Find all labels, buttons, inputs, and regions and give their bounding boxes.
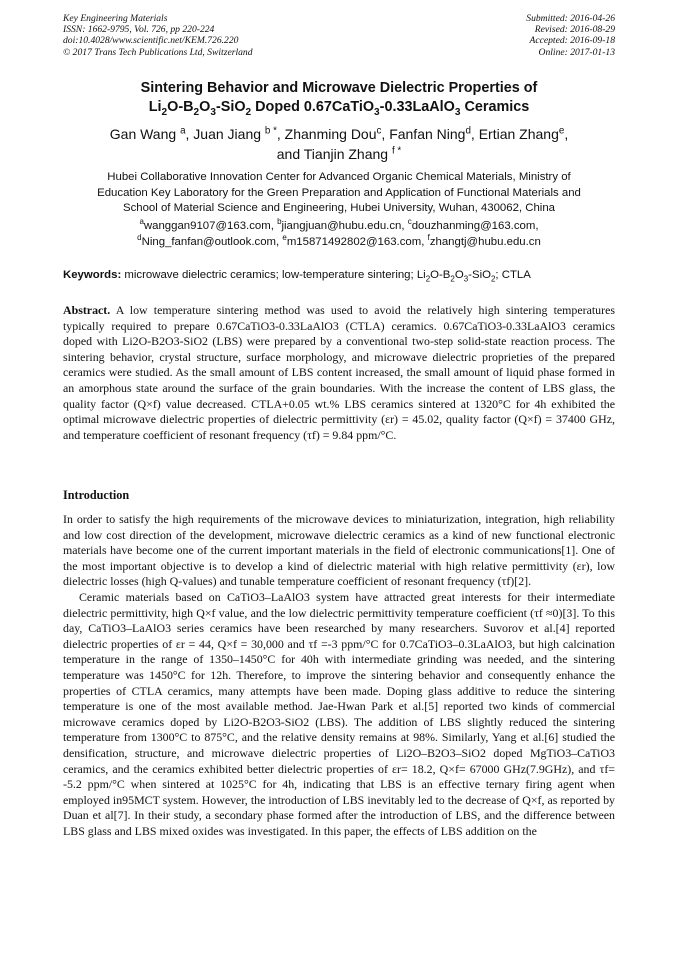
author-sep: , bbox=[276, 126, 285, 142]
title-part: Doped 0.67CaTiO bbox=[251, 99, 375, 115]
intro-paragraph-2: Ceramic materials based on CaTiO3–LaAlO3 system have attracted great interests for their intermediate dielectric permittivity, high Q×f value, and the low dielectric permittivity temperature coefficient (τf ≈0)[3]. To this day, CaTiO3–LaAlO3 series ceramics have been researched by many researchers. Suvorov et al.[4] reported dielectric properties of εr = 44, Q×f = 30,000 and τf =-3 ppm/°C for 0.7CaTiO3–0.3LaAlO3, but high calcination temperature in the range of 1350–1450°C for 40h with intermediate grinding was needed, and the sintering temperature was 1450°C for 12h. Therefore, to improve the sintering behavior and consequently enhance the properties of CTLA ceramics, many attempts have been made. Doping glass additive to reduce the sintering temperature is one of the most available method. Jae-Hwan Park et al.[5] reported two kinds of commercial microwave ceramics doped by Li2O-B2O3-SiO2 (LBS). The addition of LBS slightly reduced the sintering temperature from 1300°C to 875°C, and the relative density remains at 98%. Similarly, Yang et al.[6] studied the densification, structure, and microwave dielectric properties of Li2O–B2O3–SiO2 doped MgTiO3–CaTiO3 ceramics, and the ceramics exhibited better dielectric properties of εr= 18.2, Q×f= 67000 GHz(7.9GHz), and τf= -5.2 ppm/°C when sintered at 1025°C for 4h, indicating that LBS is an effective ternary firing agent when employed in95MCT system. However, the introduction of LBS inevitably led to the decrease of Q×f, as reported by Duan et al[7]. In their study, a secondary phase formed after the introduction of LBS, and the difference between LBS glass and LBS mixed oxides was investigated. In this paper, the effects of LBS addition on the bbox=[63, 589, 615, 838]
revised-date: Revised: 2016-08-29 bbox=[534, 24, 615, 36]
author-mark: f * bbox=[391, 145, 402, 157]
keywords bbox=[63, 268, 615, 283]
issn-line: ISSN: 1662-9795, Vol. 726, pp 220-224 bbox=[63, 24, 215, 36]
author-mark: a bbox=[180, 125, 186, 137]
email-mark: c bbox=[407, 217, 412, 227]
journal-name: Key Engineering Materials bbox=[63, 13, 168, 24]
email-line-2 bbox=[60, 232, 618, 251]
intro-paragraph-1: In order to satisfy the high requirements of the microwave devices to miniaturization, integration, high reliability and low cost direction of the development, microwave dielectric ceramics as a kind of new functional electronic materials have become one of the current important materials in the field of electronic communications[1]. One of the most important objective is to develop a kind of dielectric material with high relative permittivity (εr), low dielectric losses (high Q-values) and tunable temperature coefficient of resonant frequency (τf)[2]. bbox=[63, 512, 615, 589]
keywords-part: O-B bbox=[430, 269, 451, 281]
title-sub: 3 bbox=[454, 106, 461, 118]
keywords-part: ; CTLA bbox=[495, 269, 531, 281]
author-mark: b * bbox=[264, 125, 277, 137]
submitted-date: Submitted: 2016-04-26 bbox=[526, 13, 615, 24]
keywords-part: -SiO bbox=[468, 269, 491, 281]
title-line-2 bbox=[40, 98, 638, 117]
introduction-heading: Introduction bbox=[63, 488, 130, 502]
abstract bbox=[63, 303, 615, 443]
title-sub: 3 bbox=[210, 106, 216, 118]
email-address[interactable]: zhangtj@hubu.edu.cn bbox=[429, 235, 541, 248]
author-sep: , bbox=[470, 126, 479, 142]
title-sub: 2 bbox=[193, 106, 200, 118]
keywords-label: Keywords: bbox=[63, 269, 122, 281]
author-name: Gan Wang bbox=[109, 126, 177, 142]
author-name: Juan Jiang bbox=[193, 126, 262, 142]
email-address[interactable]: Ning_fanfan@outlook.com bbox=[141, 235, 277, 248]
email-address[interactable]: jiangjuan@hubu.edu.cn bbox=[281, 220, 402, 232]
author-name: Fanfan Ning bbox=[389, 126, 466, 142]
affiliation-line: Education Key Laboratory for the Green Preparation and Application of Functional Materials and bbox=[97, 186, 581, 199]
email-sep: , bbox=[270, 220, 278, 232]
keywords-sub: 2 bbox=[450, 274, 455, 284]
affiliation-line: Hubei Collaborative Innovation Center for Advanced Organic Chemical Materials, Ministry of bbox=[107, 171, 571, 183]
email-address[interactable]: douzhanming@163.com bbox=[411, 220, 536, 232]
keywords-sub: 2 bbox=[490, 274, 496, 284]
author-list bbox=[55, 124, 623, 164]
title-part: O-B bbox=[167, 99, 194, 115]
keywords-part: O bbox=[454, 269, 464, 281]
email-address[interactable]: m15871492802@163.com bbox=[286, 235, 422, 248]
copyright-line: © 2017 Trans Tech Publications Ltd, Switzerland bbox=[63, 46, 253, 58]
doi-line: doi:10.4028/www.scientific.net/KEM.726.220 bbox=[63, 35, 239, 47]
email-line-1 bbox=[60, 219, 618, 235]
author-name: Zhanming Dou bbox=[284, 126, 377, 142]
title-line-1: Sintering Behavior and Microwave Dielectric Properties of bbox=[140, 80, 538, 96]
abstract-text: A low temperature sintering method was used to avoid the relatively high sintering temperatures typically required to prepare 0.67CaTiO3-0.33LaAlO3 (CTLA) ceramics. 0.67CaTiO3-0.33LaAlO3 ceramics doped with Li2O-B2O3-SiO2 (LBS) were prepared by a conventional two-step solid-state reaction process. The sintering behavior, crystal structure, surface morphology, and microwave dielectric proprieties of the prepared ceramics were studied. As the small amount of LBS content increased, the small amount of liquid phase formed in an amorphous state around the surface of the grain boundaries. With the increase the content of LBS glass, the quality factor (Q×f) value decreased. CTLA+0.05 wt.% LBS ceramics sintered at 1320°C for 4h exhibited the optimal microwave dielectric properties of dielectric permittivity (εr) = 45.02, quality factor (Q×f) = 37400 GHz, and temperature coefficient of resonant frequency (τf) = 9.84 ppm/°C. bbox=[63, 303, 615, 442]
title-part: O bbox=[199, 99, 211, 115]
paper-title bbox=[40, 79, 638, 117]
author-name: Ertian Zhang bbox=[478, 126, 559, 142]
keywords-sub: 2 bbox=[425, 274, 431, 284]
abstract-label: Abstract. bbox=[63, 303, 111, 317]
title-part: Ceramics bbox=[460, 99, 530, 115]
keywords-sub: 3 bbox=[463, 274, 469, 284]
header-right bbox=[526, 13, 615, 58]
title-part: -0.33LaAlO bbox=[379, 99, 455, 115]
author-name: and Tianjin Zhang bbox=[276, 146, 389, 162]
online-date: Online: 2017-01-13 bbox=[538, 46, 615, 58]
email-mark: f bbox=[427, 232, 430, 242]
email-sep: , bbox=[401, 220, 408, 232]
email-sep: , bbox=[421, 235, 428, 248]
title-sub: 2 bbox=[245, 106, 252, 118]
introduction-body bbox=[63, 512, 615, 839]
title-sub: 3 bbox=[374, 106, 380, 118]
affiliation-line: School of Material Science and Engineering, Hubei University, Wuhan, 430062, China bbox=[122, 202, 556, 214]
author-mark: d bbox=[465, 125, 471, 137]
title-part: Li bbox=[148, 99, 162, 115]
author-sep: , bbox=[381, 126, 390, 142]
accepted-date: Accepted: 2016-09-18 bbox=[529, 35, 615, 47]
email-address[interactable]: wanggan9107@163.com bbox=[143, 220, 271, 232]
email-list bbox=[60, 219, 618, 250]
author-sep: , bbox=[564, 126, 569, 142]
title-part: -SiO bbox=[215, 99, 246, 115]
email-mark: d bbox=[137, 232, 142, 242]
email-mark: b bbox=[277, 217, 282, 227]
keywords-part: microwave dielectric ceramics; low-temperature sintering; Li bbox=[121, 269, 426, 281]
header-left bbox=[63, 13, 253, 58]
author-mark: c bbox=[376, 125, 382, 137]
author-sep: , bbox=[185, 126, 194, 142]
title-sub: 2 bbox=[161, 106, 168, 118]
email-sep: , bbox=[276, 235, 283, 248]
affiliation bbox=[60, 170, 618, 217]
author-mark: e bbox=[558, 125, 565, 137]
email-sep: , bbox=[535, 220, 539, 232]
email-mark: a bbox=[139, 217, 144, 227]
email-mark: e bbox=[282, 232, 287, 242]
